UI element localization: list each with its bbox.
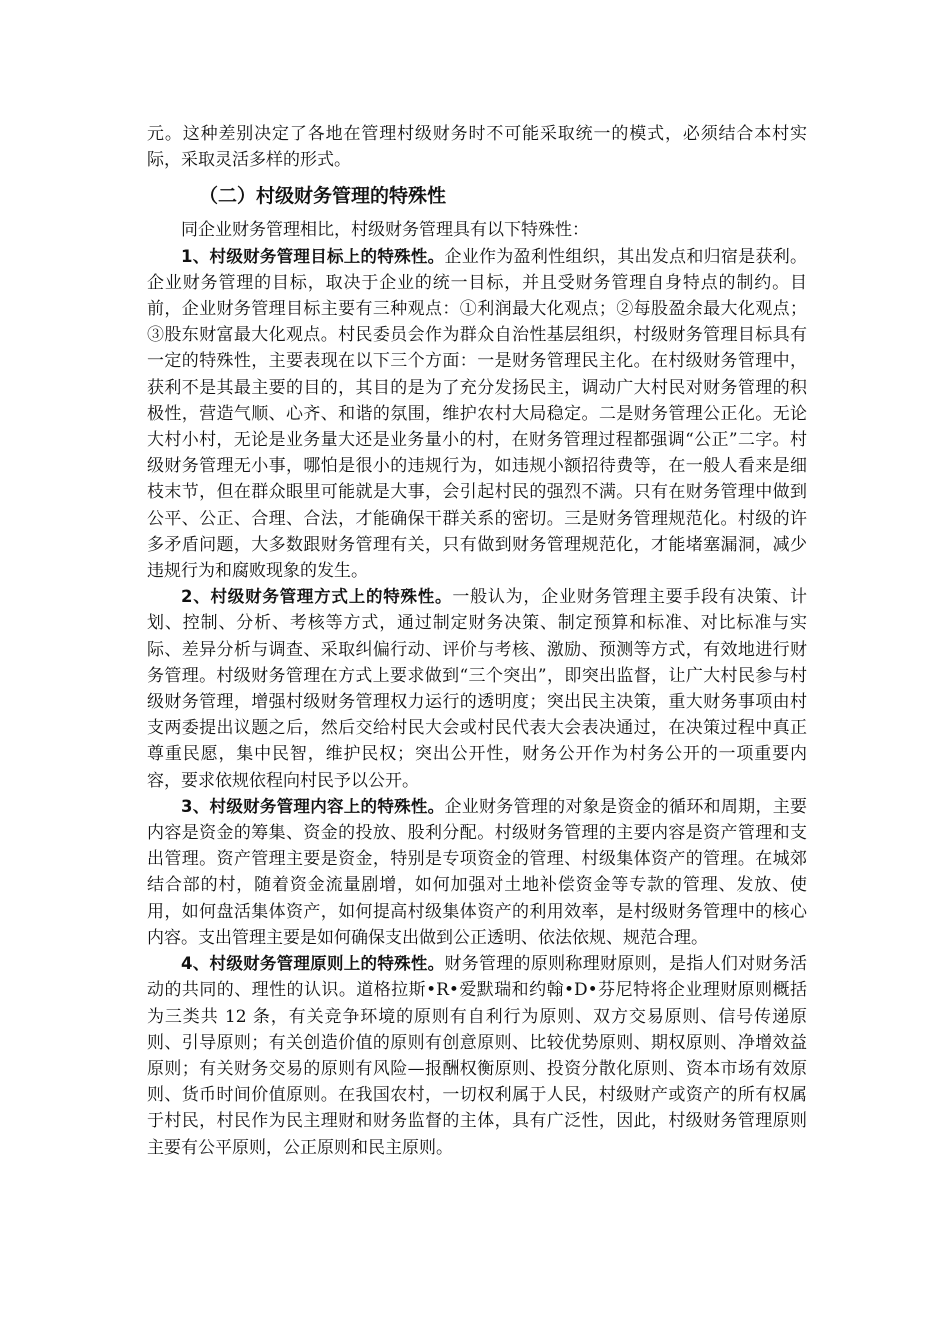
point-1-lead: 1、村级财务管理目标上的特殊性。 (181, 246, 445, 266)
point-2-lead: 2、村级财务管理方式上的特殊性。 (181, 587, 453, 607)
point-3-lead: 3、村级财务管理内容上的特殊性。 (181, 796, 445, 816)
point-3-paragraph (147, 794, 807, 951)
point-4-paragraph (147, 951, 807, 1161)
point-1-paragraph (147, 244, 807, 585)
point-1-body: 企业作为盈利性组织，其出发点和归宿是获利。企业财务管理的目标，取决于企业的统一目标，并且受财务管理自身特点的制约。目前，企业财务管理目标主要有三种观点：①利润最大化观点；②每股盈余最大化观点；③股东财富最大化观点。村民委员会作为群众自治性基层组织，村级财务管理目标具有一定的特殊性，主要表现在以下三个方面：一是财务管理民主化。在村级财务管理中，获利不是其最主要的目的，其目的是为了充分发扬民主，调动广大村民对财务管理的积极性，营造气顺、心齐、和谐的氛围，维护农村大局稳定。二是财务管理公正化。无论大村小村，无论是业务量大还是业务量小的村，在财务管理过程都强调“公正”二字。村级财务管理无小事，哪怕是很小的违规行为，如违规小额招待费等，在一般人看来是细枝末节，但在群众眼里可能就是大事，会引起村民的强烈不满。只有在财务管理中做到公平、公正、合理、合法，才能确保干群关系的密切。三是财务管理规范化。村级的许多矛盾问题，大多数跟财务管理有关，只有做到财务管理规范化，才能堵塞漏洞，减少违规行为和腐败现象的发生。 (147, 246, 808, 582)
section-intro: 同企业财务管理相比，村级财务管理具有以下特殊性： (181, 220, 589, 241)
section-heading: （二）村级财务管理的特殊性 (199, 185, 447, 208)
point-3-body: 企业财务管理的对象是资金的循环和周期，主要内容是资金的筹集、资金的投放、股利分配。村级财务管理的主要内容是资产管理和支出管理。资产管理主要是资金，特别是专项资金的管理、村级集体资产的管理。在城郊结合部的村，随着资金流量剧增，如何加强对土地补偿资金等专款的管理、发放、使用，如何盘活集体资产，如何提高村级集体资产的利用效率，是村级财务管理中的核心内容。支出管理主要是如何确保支出做到公正透明、依法依规、规范合理。 (147, 796, 808, 948)
intro-paragraph: 元。这种差别决定了各地在管理村级财务时不可能采取统一的模式，必须结合本村实际，采取灵活多样的形式。 (147, 124, 807, 171)
point-2-body: 一般认为，企业财务管理主要手段有决策、计划、控制、分析、考核等方式，通过制定财务决策、制定预算和标准、对比标准与实际、差异分析与调查、采取纠偏行动、评价与考核、激励、预测等方式，有效地进行财务管理。村级财务管理在方式上要求做到“三个突出”，即突出监督，让广大村民参与村级财务管理，增强村级财务管理权力运行的透明度；突出民主决策，重大财务事项由村支两委提出议题之后，然后交给村民大会或村民代表大会表决通过，在决策过程中真正尊重民愿，集中民智，维护民权；突出公开性，财务公开作为村务公开的一项重要内容，要求依规依程向村民予以公开。 (147, 587, 808, 791)
point-4-body: 财务管理的原则称理财原则，是指人们对财务活动的共同的、理性的认识。道格拉斯•R•爱默瑞和约翰•D•芬尼特将企业理财原则概括为三类共 12 条，有关竞争环境的原则有自利行为原则、双方交易原则、信号传递原则、引导原则；有关创造价值的原则有创意原则、比较优势原则、期权原则、净增效益原则；有关财务交易的原则有风险—报酬权衡原则、投资分散化原则、资本市场有效原则、货币时间价值原则。在我国农村，一切权利属于人民，村级财产或资产的所有权属于村民，村民作为民主理财和财务监督的主体，具有广泛性，因此，村级财务管理原则主要有公平原则，公正原则和民主原则。 (147, 954, 808, 1158)
point-2-paragraph (147, 584, 807, 794)
document-body (147, 121, 807, 1161)
point-4-lead: 4、村级财务管理原则上的特殊性。 (181, 954, 445, 974)
